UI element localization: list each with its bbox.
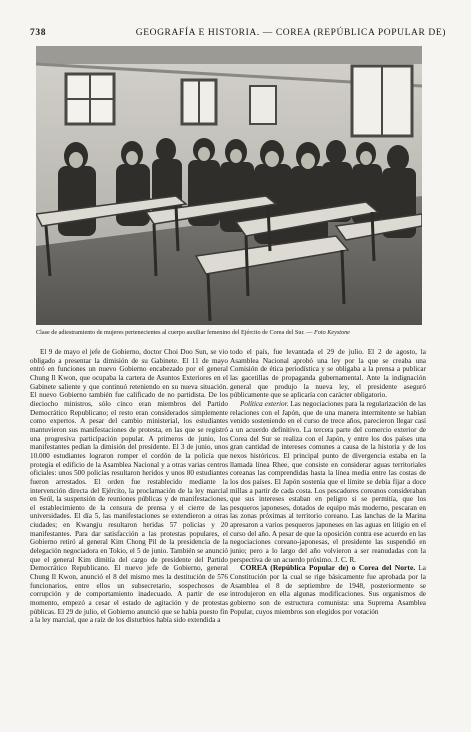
photo-caption: Clase de adiestramiento de mujeres pertenecientes al cuerpo auxiliar femenino del Ejército de Corea del Sur. — Foto Keystone: [36, 329, 350, 336]
article-paragraph: todo el país, fue levantada el 29 de julio. El 2 de agosto, la Asamblea Nacional aprobó una ley por la que se creaba una Comisión de ética periodística y se obligaba a la prensa a publicar las gacetillas de propaganda gubernamental. Ante la indignación general que produjo la nueva ley, el presidente aseguró públicamente que se aplicaría con carácter obligatorio.: [230, 348, 426, 400]
section-title: COREA (República Popular de) o Corea del Norte.: [240, 563, 416, 573]
classroom-photo: [36, 46, 422, 325]
article-column-left: [30, 348, 228, 714]
section-lead: Política exterior.: [240, 399, 289, 408]
page-number: 738: [30, 28, 47, 38]
page-header: [30, 26, 446, 40]
caption-text: Clase de adiestramiento de mujeres pertenecientes al cuerpo auxiliar femenino del Ejército de Corea del Sur.: [36, 329, 305, 336]
article-paragraph: El 9 de mayo el jefe de Gobierno, doctor Choi Doo Sun, se vio obligado a presentar la dimisión de su Gabinete. El 11 de mayo entró en funciones un nuevo Gobierno encabezado por el general Chung Il Kwon, que ocupaba la cartera de Asuntos Exteriores en el Gabinete saliente y que continuó reteniendo en su nueva situación. El nuevo Gobierno también fue calificado de no partidista. De los dieciocho ministros, sólo cinco eran miembros del Partido Democrático Republicano; el resto eran considerados simplemente como expertos. A pesar del cambio ministerial, los estudiantes mantuvieron sus manifestaciones de protesta, en las que se registró una progresiva participación popular. A primeros de junio, los manifestantes pedían la dimisión del presidente. El 3 de junio, unos 10.000 estudiantes lograron romper el cordón de la policía que protegía el edificio de la Asamblea Nacional y a otras varias centros oficiales: unos 500 policías resultaron heridos y unos 80 estudiantes fueron arrestados. El orden fue restablecido mediante la intervención directa del Ejército, la proclamación de la ley marcial en Seúl, la suspensión de reuniones públicas y de manifestaciones, el establecimiento de la censura de prensa y el cierre de las universidades. El día 5, las manifestaciones se extendieron a otras ciudades; en Kwangju resultaron heridas 57 policías y 20 manifestantes. Para dar satisfacción a las protestas populares, el Gobierno retiró al general Kim Chong Pil de la presidencia de la delegación negociadora en Tokio, el 5 de junio. También se anunció que el general Kim dimitía del cargo de presidente del Partido Democrático Republicano. El nuevo jefe de Gobierno, general Chung Il Kwon, anunció el 8 del mismo mes la destitución de 576 funcionarios, entre ellos un subsecretario, sospechosos de corrupción y de comportamiento inadecuado. A partir de ese momento, empezó a cesar el estado de agitación y de protestas públicas. El 29 de julio, el Gobierno anunció que se había puesto fin a la ley marcial, que a raíz de los disturbios había sido extendida a: [30, 348, 228, 625]
photo-credit: Foto Keystone: [314, 329, 350, 336]
article-paragraph: Las negociaciones para la regularización de las relaciones con el Japón, que de una manera intermitente se habían venido sosteniendo en el curso de trece años, parecieron llegar casi a un acuerdo definitivo. La tercera parte del comercio exterior de Corea del Sur se realiza con el Japón, y entre los dos países una gran cantidad de intereses comunes a causa de la historia y de los nexos históricos. El principal punto de divergencia estaba en la llamada línea Rhee, que consiste en considerar aguas territoriales coreanas las comprendidas hasta la línea media entre las costas de los dos países. El Japón sostenía que el límite se debía fijar a doce millas a partir de cada costa. Los pescadores coreanos consideraban que sus intereses estaban en peligro si se permitía, que los pesqueros japoneses, dotados de equipo más moderno, pescaran en las zonas próximas al territorio coreano. Las lanchas de la Marina apresaron a varios pesqueros japoneses en las aguas en litigio en el curso del año. A pesar de que la oposición contra ese acuerdo en las negociaciones coreano-japonesas, el presidente las suspendió en junio; pero a lo largo del año volvieron a ser reanudadas con la perspectiva de un acuerdo próximo.: [230, 399, 426, 564]
running-title: GEOGRAFÍA E HISTORIA. — COREA (REPÚBLICA POPULAR DE): [135, 28, 446, 38]
author-signature: J. C. R.: [334, 555, 356, 564]
article-paragraph: La Constitución por la cual se rige básicamente fue aprobada por la Asamblea el 8 de septiembre de 1948, posteriormente se introdujeron en ella algunas modificaciones. Sus organismos de gobierno son de estructura comunista: una Suprema Asamblea Popular, cuyos miembros son elegidos por votación: [230, 564, 426, 616]
article-column-right: [230, 348, 426, 714]
